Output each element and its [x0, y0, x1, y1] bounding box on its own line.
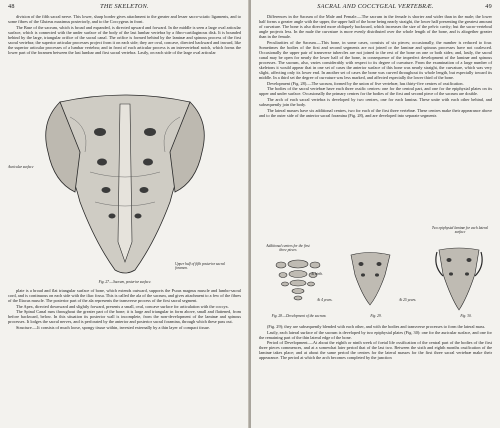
- fifth-foramen-label: Upper half of fifth posterior sacral foramen.: [175, 262, 226, 270]
- paragraph: Peculiarities of the Sacrum.—This bone, in some cases, consists of six pieces; occasionally, the number is reduced to four. Sometimes the bodies of the first and second segments are not joined or the laminæ and spinous processes have not coalesced. Occasionally the upper pair of transverse tubercles are not joined to the rest of the bone on one or both sides; and, lastly, the sacral canal may be open for nearly the lower half of the bone, in consequence of the imperfect development of the laminæ and spinous processes. The sacrum, also, varies considerably with respect to its degree of curvature. From the examination of a large number of skeletons it would appear that in one set of cases the anterior surface of this bone was nearly straight, the curvature, which was very slight, affecting only its lower end. In another set of cases the bone was curved throughout its whole length, but especially toward its middle. In a third set the degree of curvature was less marked, and affected especially the lower third of the bone.: [259, 39, 492, 81]
- paragraph: Period of Development.—At about the eighth or ninth week of foetal life ossification of the central part of the bodies of the first three pieces commences, and at a somewhat later period that of the last two. Between the sixth and eighth months ossification of the laminæ takes place; and at about the same period the centres for the lateral masses for the first three sacral vertebræ make their appearance. The period at which the arch becomes completed by the junction: [259, 340, 492, 361]
- sacrum-posterior-figure: [30, 92, 220, 277]
- paragraph: Structure.—It consists of much loose, spongy tissue within, invested externally by a thin layer of compact tissue.: [16, 325, 211, 331]
- development-figure-30: [429, 246, 489, 316]
- figure-27-caption: Fig. 27.—Sacrum, posterior surface.: [98, 280, 152, 284]
- paragraph: The arch of each sacral vertebra is developed by two centres, one for each lamina. These unite with each other behind, and subsequently join the body.: [259, 97, 492, 108]
- paragraph: Development (Fig. 28).—The sacrum, formed by the union of five vertebræ, has thirty-five centres of ossification.: [267, 80, 464, 86]
- left-page-title: THE SKELETON.: [100, 3, 149, 10]
- development-figure-28: [263, 256, 333, 316]
- figure-28-caption: Fig. 28.—Development of the sacrum.: [271, 314, 327, 318]
- right-page-number: 49: [485, 3, 492, 10]
- right-bottom-text: [259, 324, 492, 361]
- at-birth-label: At birth.: [311, 272, 323, 276]
- paragraph: The bodies of the sacral vertebræ have each three ossific centres: one for the central part, and one for the epiphysial plates on its upper and under surface. Occasionally the primary centres for the bodies of the first and second piece of the sacrum are double.: [259, 86, 492, 97]
- right-page-header: [259, 3, 492, 13]
- left-top-text: [8, 14, 241, 56]
- paragraph: plate is a broad and flat triangular surface of bone, which extends outward, supports the Psoas magnus muscle and lumbo-sacral cord, and is continuous on each side with the iliac fossa. This is called the ala of the sacrum, and gives attachment to a few of the fibres of the Iliacus muscle. The posterior part of the ala represents the transverse process of the first sacral segment.: [8, 288, 241, 304]
- at-25-years-label: At 25 years.: [399, 298, 417, 302]
- right-page: [251, 0, 500, 428]
- development-figure-29: [343, 250, 398, 310]
- paragraph: division of the fifth sacral nerve. This lower, sharp border gives attachment to the greater and lesser sacro-sciatic ligaments, and to some fibres of the Gluteus maximus posteriorly, and to the Coccygeus in front.: [8, 14, 241, 25]
- paragraph: (Fig. 29); they are subsequently blended with each other, and with the bodies and transverse processes to form the lateral mass.: [267, 324, 486, 329]
- right-page-title: SACRAL AND COCCYGEAL VERTEBRÆ.: [317, 3, 434, 10]
- paragraph: Differences in the Sacrum of the Male and Female.—The sacrum in the female is shorter and wider than in the male; the lower half forms a greater angle with the upper, the upper half of the bone being nearly straight, the lower half presenting the greatest amount of curvature. The bone is also directed more obliquely backward, which increases the size of the pelvic cavity; but the sacro-vertebral angle projects less. In the male the curvature is more evenly distributed over the whole length of the bone, and is altogether greater than in the female.: [259, 14, 492, 40]
- left-page: [0, 0, 249, 428]
- figure-29-caption: Fig. 29.: [370, 314, 382, 318]
- left-page-number: 48: [8, 3, 15, 10]
- right-top-text: [259, 14, 492, 119]
- left-page-header: [8, 3, 241, 13]
- paragraph: Lastly, each lateral surface of the sacrum is developed by two epiphysial plates (Fig. 30): one for the auricular surface, and one for the remaining part of the thin lateral edge of the bone.: [259, 329, 492, 340]
- additional-centres-label: Additional centres for the first three pieces: [266, 244, 310, 252]
- paragraph: The Apex, directed downward and slightly forward, presents a small, oval, concave surface for articulation with the coccyx.: [16, 303, 229, 309]
- epiphysial-laminae-label: Two epiphysial laminæ for each lateral surface: [431, 226, 489, 234]
- at-4-years-label: At 4 years.: [317, 298, 333, 302]
- auricular-surface-label: Auricular surface: [8, 165, 34, 169]
- paragraph: The lateral masses have six additional centres, two for each of the first three vertebræ. These centres make their appearance above and to the outer side of the anterior sacral foramina (Fig. 28), and are developed into separate segments: [259, 107, 492, 118]
- figure-30-caption: Fig. 30.: [460, 314, 472, 318]
- left-bottom-text: [8, 288, 241, 331]
- paragraph: The Base of the sacrum, which is broad and expanded, is directed upward and forward. In the middle is seen a large oval articular surface, which is connected with the under surface of the body of the last lumbar vertebra by a fibro-cartilaginous disk. It is bounded behind by the large, triangular orifice of the sacral canal. The orifice is formed behind by the laminæ and spinous process of the first sacral vertebra; the superior articular processes project from it on each side; they are oval, concave, directed backward and inward, like the superior articular processes of a lumbar vertebra; and in front of each articular process is an intervertebral notch, which forms the lower part of the foramen between the last lumbar and first sacral vertebra. Lastly, on each side of the large oval articular: [8, 24, 241, 55]
- paragraph: The Spinal Canal runs throughout the greater part of the bone; it is large and triangular in form above, small and flattened, from before backward, below. In this situation its posterior wall is incomplete, from the non-development of the laminæ and spinous processes. It lodges the sacral nerves, and is perforated by the anterior and posterior sacral foramina, through which these pass out.: [8, 309, 241, 325]
